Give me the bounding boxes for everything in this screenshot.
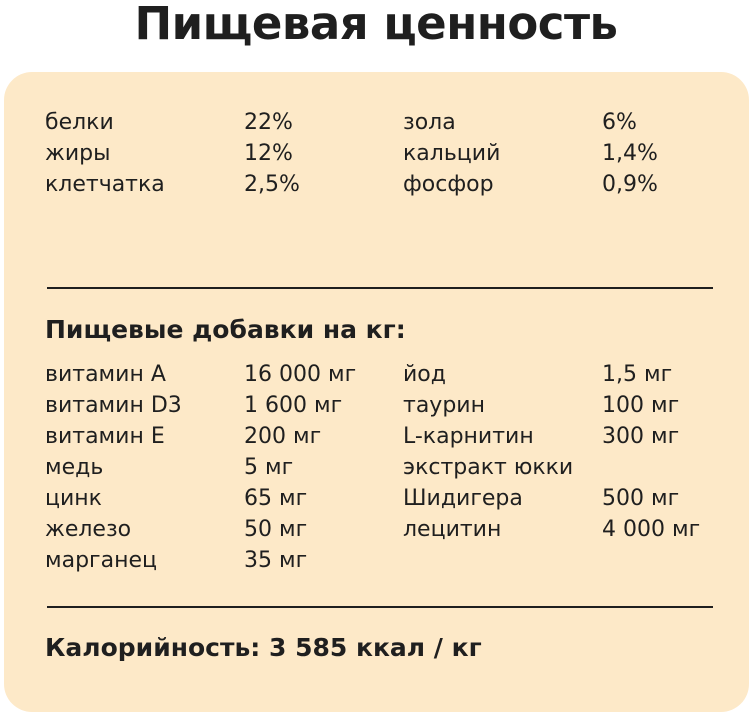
divider xyxy=(47,287,713,289)
nutrient-name: белки xyxy=(45,110,114,135)
nutrient-name: кальций xyxy=(403,141,501,166)
nutrient-value: 0,9% xyxy=(602,172,658,197)
additive-value: 50 мг xyxy=(244,517,308,542)
additive-value: 100 мг xyxy=(602,393,680,418)
nutrition-card xyxy=(4,72,749,712)
additive-name: Шидигера xyxy=(403,486,523,511)
additive-name: витамин D3 xyxy=(45,393,182,418)
nutrient-value: 1,4% xyxy=(602,141,658,166)
additive-name: марганец xyxy=(45,548,157,573)
nutrient-value: 22% xyxy=(244,110,293,135)
additive-name: железо xyxy=(45,517,132,542)
nutrient-value: 12% xyxy=(244,141,293,166)
additive-name: L-карнитин xyxy=(403,424,534,449)
additive-name: медь xyxy=(45,455,104,480)
additive-value: 35 мг xyxy=(244,548,308,573)
calories-text: Калорийность: 3 585 ккал / кг xyxy=(45,633,482,662)
additive-name: лецитин xyxy=(403,517,502,542)
nutrient-value: 2,5% xyxy=(244,172,300,197)
nutrient-value: 6% xyxy=(602,110,637,135)
additive-value: 500 мг xyxy=(602,486,680,511)
page-title: Пищевая ценность xyxy=(134,0,618,50)
nutrient-name: зола xyxy=(403,110,456,135)
additive-name: йод xyxy=(403,362,446,387)
additive-name: экстракт юкки xyxy=(403,455,574,480)
additive-value: 4 000 мг xyxy=(602,517,701,542)
additive-value: 5 мг xyxy=(244,455,294,480)
additive-name: таурин xyxy=(403,393,485,418)
nutrient-name: жиры xyxy=(45,141,111,166)
additive-name: витамин Е xyxy=(45,424,165,449)
additive-value: 1 600 мг xyxy=(244,393,343,418)
divider xyxy=(47,606,713,608)
additive-name: цинк xyxy=(45,486,102,511)
additive-value: 1,5 мг xyxy=(602,362,673,387)
nutrient-name: фосфор xyxy=(403,172,494,197)
additive-value: 16 000 мг xyxy=(244,362,357,387)
nutrient-name: клетчатка xyxy=(45,172,165,197)
additive-value: 200 мг xyxy=(244,424,322,449)
additive-value: 300 мг xyxy=(602,424,680,449)
additives-title: Пищевые добавки на кг: xyxy=(45,315,406,344)
additive-name: витамин А xyxy=(45,362,166,387)
additive-value: 65 мг xyxy=(244,486,308,511)
